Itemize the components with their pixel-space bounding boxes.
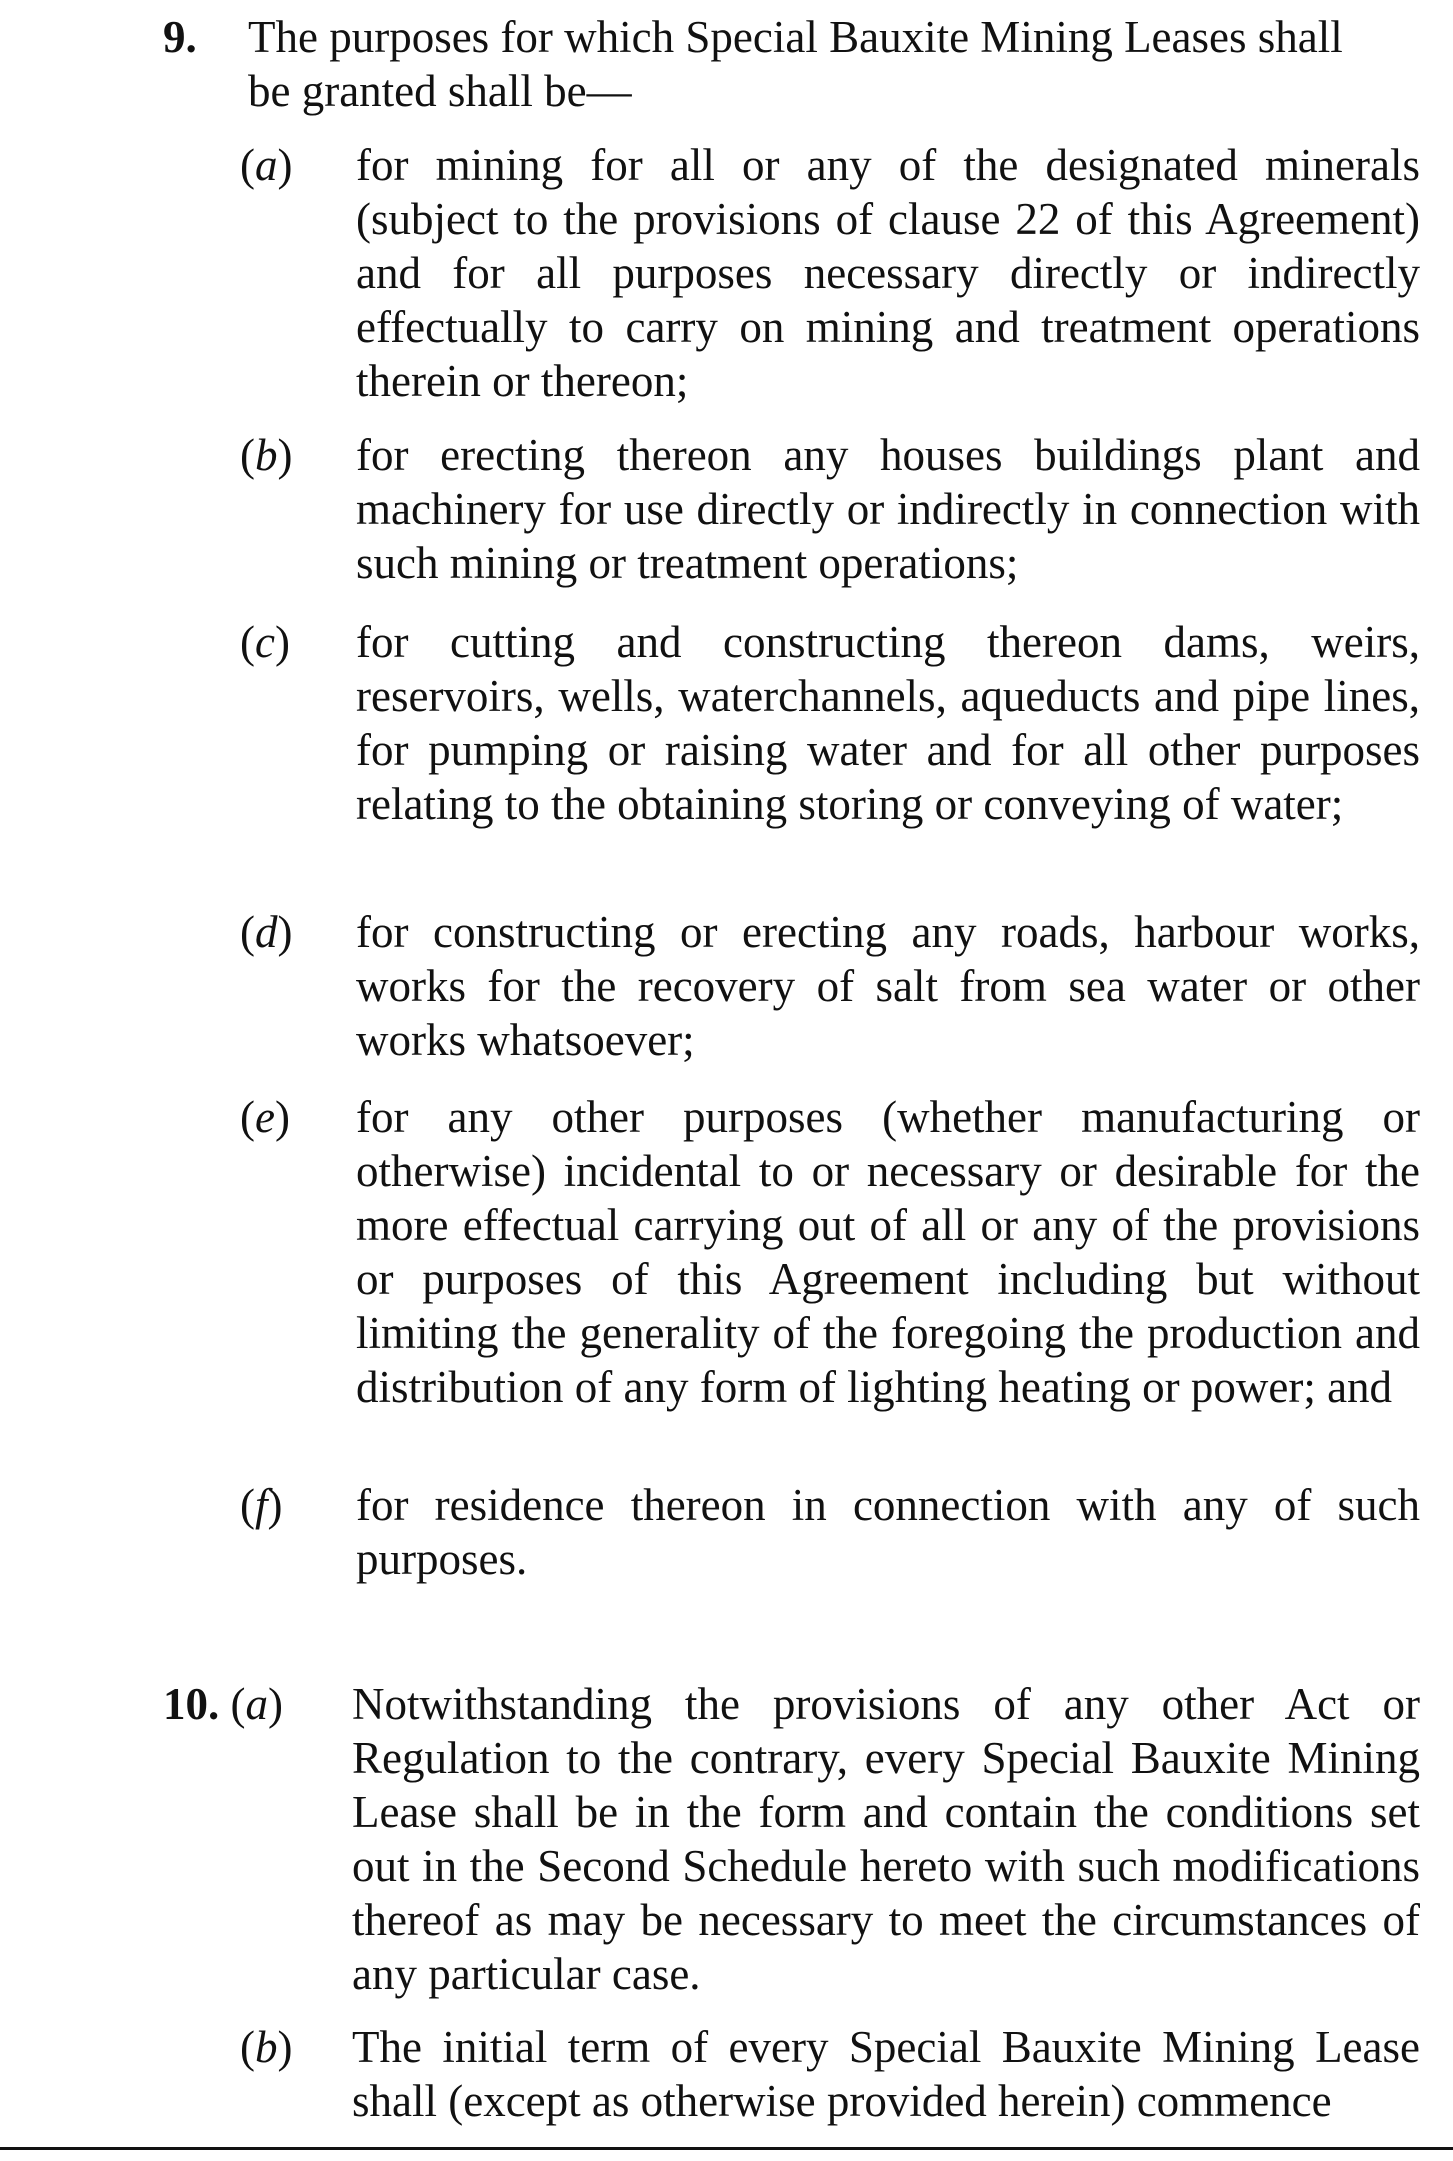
clause-number: 9.	[163, 12, 197, 62]
item-text: The initial term of every Special Bauxite Mining Lease shall (except as otherwise provided herein) commence	[352, 2022, 1420, 2126]
item-text: for constructing or erecting any roads, harbour works, works for the recovery of salt from sea water or other works whatsoever;	[356, 907, 1420, 1065]
clause-intro-line-1: The purposes for which Special Bauxite Mining Leases shall	[248, 12, 1343, 62]
item-text: Notwithstanding the provisions of any other Act or Regulation to the contrary, every Special Bauxite Mining Lease shall be in the form and contain the conditions set out in the Second Schedule hereto with such modifications thereof as may be necessary to meet the circumstances of any particular case.	[352, 1679, 1420, 1999]
item-label: (f)	[240, 1480, 283, 1530]
item-text: for cutting and constructing thereon dams, weirs, reservoirs, wells, waterchannels, aqueducts and pipe lines, for pumping or raising water and for all other purposes relating to the obtaining storing or conveying of water;	[356, 617, 1420, 829]
clause-intro	[248, 10, 1420, 118]
item-label: (c)	[240, 617, 290, 667]
item-label: (a)	[240, 140, 293, 190]
footer-rule	[0, 2147, 1453, 2150]
item-text: for residence thereon in connection with any of such purposes.	[356, 1480, 1420, 1584]
item-label: (e)	[240, 1092, 290, 1142]
item-text: for any other purposes (whether manufacturing or otherwise) incidental to or necessary or desirable for the more effectual carrying out of all or any of the provisions or purposes of this Agreement including but without limiting the generality of the foregoing the production and distribution of any form of lighting heating or power; and	[356, 1092, 1420, 1412]
clause-number-with-label: 10. (a)	[163, 1679, 283, 1729]
item-text: for mining for all or any of the designated minerals (subject to the provisions of clause 22 of this Agreement) and for all purposes necessary directly or indirectly effectually to carry on mining and treatment operations therein or thereon;	[356, 140, 1420, 406]
item-label: (b)	[240, 2022, 293, 2072]
clause-intro-line-2: be granted shall be—	[248, 66, 632, 116]
item-label: (b)	[240, 430, 293, 480]
item-label: (d)	[240, 907, 293, 957]
item-text: for erecting thereon any houses buildings plant and machinery for use directly or indirectly in connection with such mining or treatment operations;	[356, 430, 1420, 588]
